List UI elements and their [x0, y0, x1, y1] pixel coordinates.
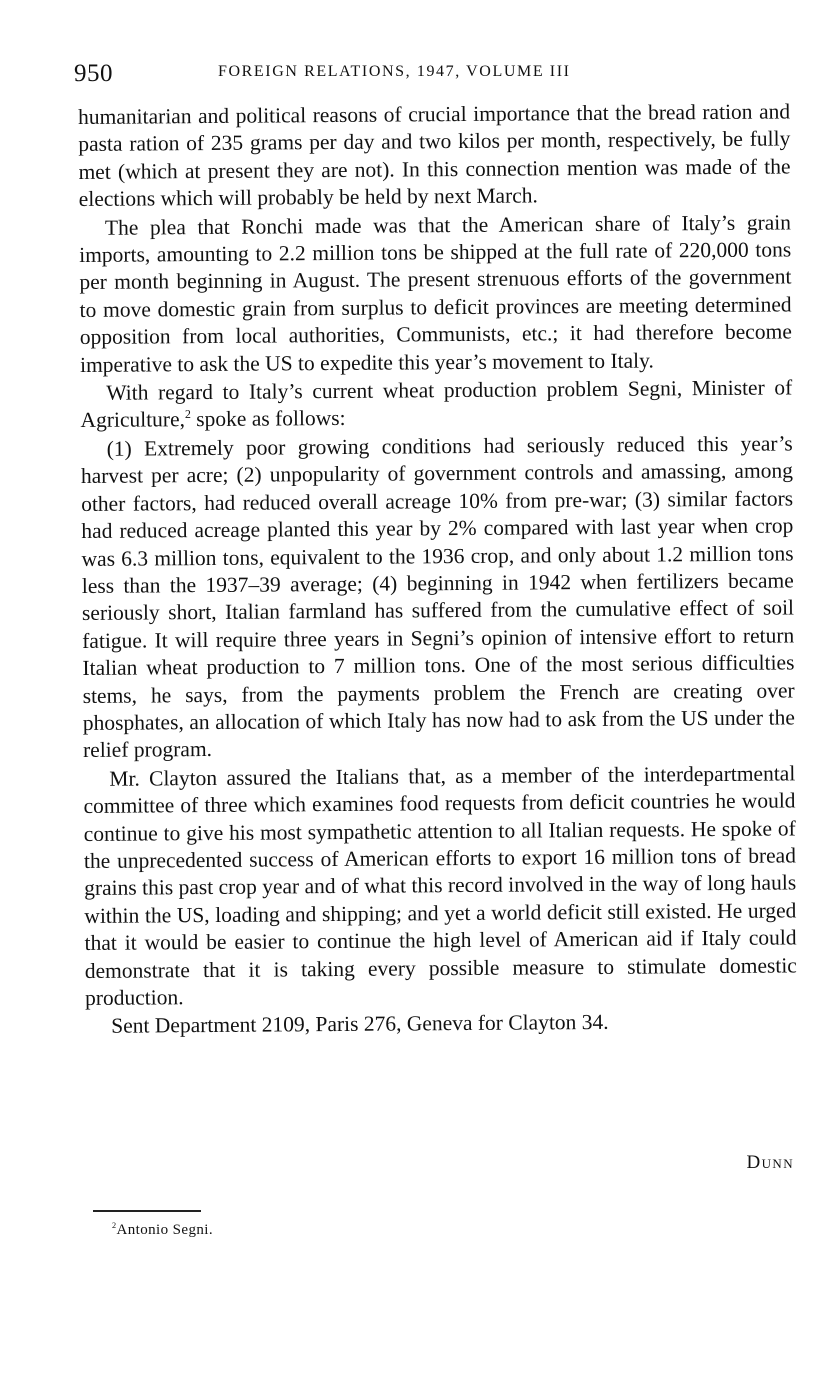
- paragraph-ronchi-plea: The plea that Ronchi made was that the American share of Italy’s grain imports, amounting to 2.2 million tons be shipped at the full rate of 220,000 tons per month beginning in August. The present strenuous efforts of the government to move domestic grain from surplus to deficit provinces are meeting determined opposition from local authorities, Communists, etc.; it had therefore become imperative to ask the US to expedite this year’s movement to Italy.: [79, 210, 792, 377]
- paragraph-segni-intro: [80, 374, 792, 434]
- running-head: FOREIGN RELATIONS, 1947, VOLUME III: [218, 63, 571, 80]
- paragraph-distribution: Sent Department 2109, Paris 276, Geneva for Clayton 34.: [111, 1010, 609, 1039]
- paragraph-continuation: humanitarian and political reasons of crucial importance that the bread ration and pasta ration of 235 grams per day and two kilos per month, respectively, be fully met (which at present they are not). In this connection mention was made of the elections which will probably be held by next March.: [78, 99, 791, 212]
- footnote-reference: 2: [184, 407, 191, 422]
- body-text: [78, 98, 797, 1041]
- paragraph-wheat-factors: (1) Extremely poor growing conditions had seriously reduced this year’s harvest per acre; (2) unpopularity of government controls and amassing, among other factors, had reduced overall acreage 10% from pre-war; (3) similar factors had reduced acreage planted this year by 2% compared with last year when crop was 6.3 million tons, equivalent to the 1936 crop, and only about 1.2 million tons less than the 1937–39 average; (4) beginning in 1942 when fertilizers became seriously short, Italian farmland has suffered from the cumulative effect of soil fatigue. It will require three years in Segni’s opinion of intensive effort to return Italian wheat production to 7 million tons. One of the most serious difficulties stems, he says, from the payments problem the French are creating over phosphates, an allocation of which Italy has now had to ask from the US under the relief program.: [80, 431, 795, 763]
- paragraph-clayton: Mr. Clayton assured the Italians that, as a member of the interdepartmental committee of three which examines food requests from deficit countries he would continue to give his most sympathetic attention to all Italian requests. He spoke of the unprecedented success of American efforts to export 16 million tons of bread grains this past crop year and of what this record involved in the way of long hauls within the US, loading and shipping; and yet a world deficit still existed. He urged that it would be easier to continue the high level of American aid if Italy could demonstrate that it is taking every possible measure to stimulate domestic production.: [83, 761, 797, 1010]
- page-number: 950: [74, 60, 113, 87]
- segni-intro-end: spoke as follows:: [190, 406, 346, 432]
- footnote-text: Antonio Segni.: [116, 1222, 213, 1238]
- footnote-divider: [93, 1210, 201, 1212]
- footnote-marker: 2: [112, 1221, 117, 1230]
- footnote: [112, 1222, 213, 1239]
- signature: Dunn: [746, 1152, 794, 1173]
- page-header: [74, 58, 794, 92]
- segni-intro-text: With regard to Italy’s current wheat production problem Segni, Minister of Agriculture,: [80, 375, 793, 433]
